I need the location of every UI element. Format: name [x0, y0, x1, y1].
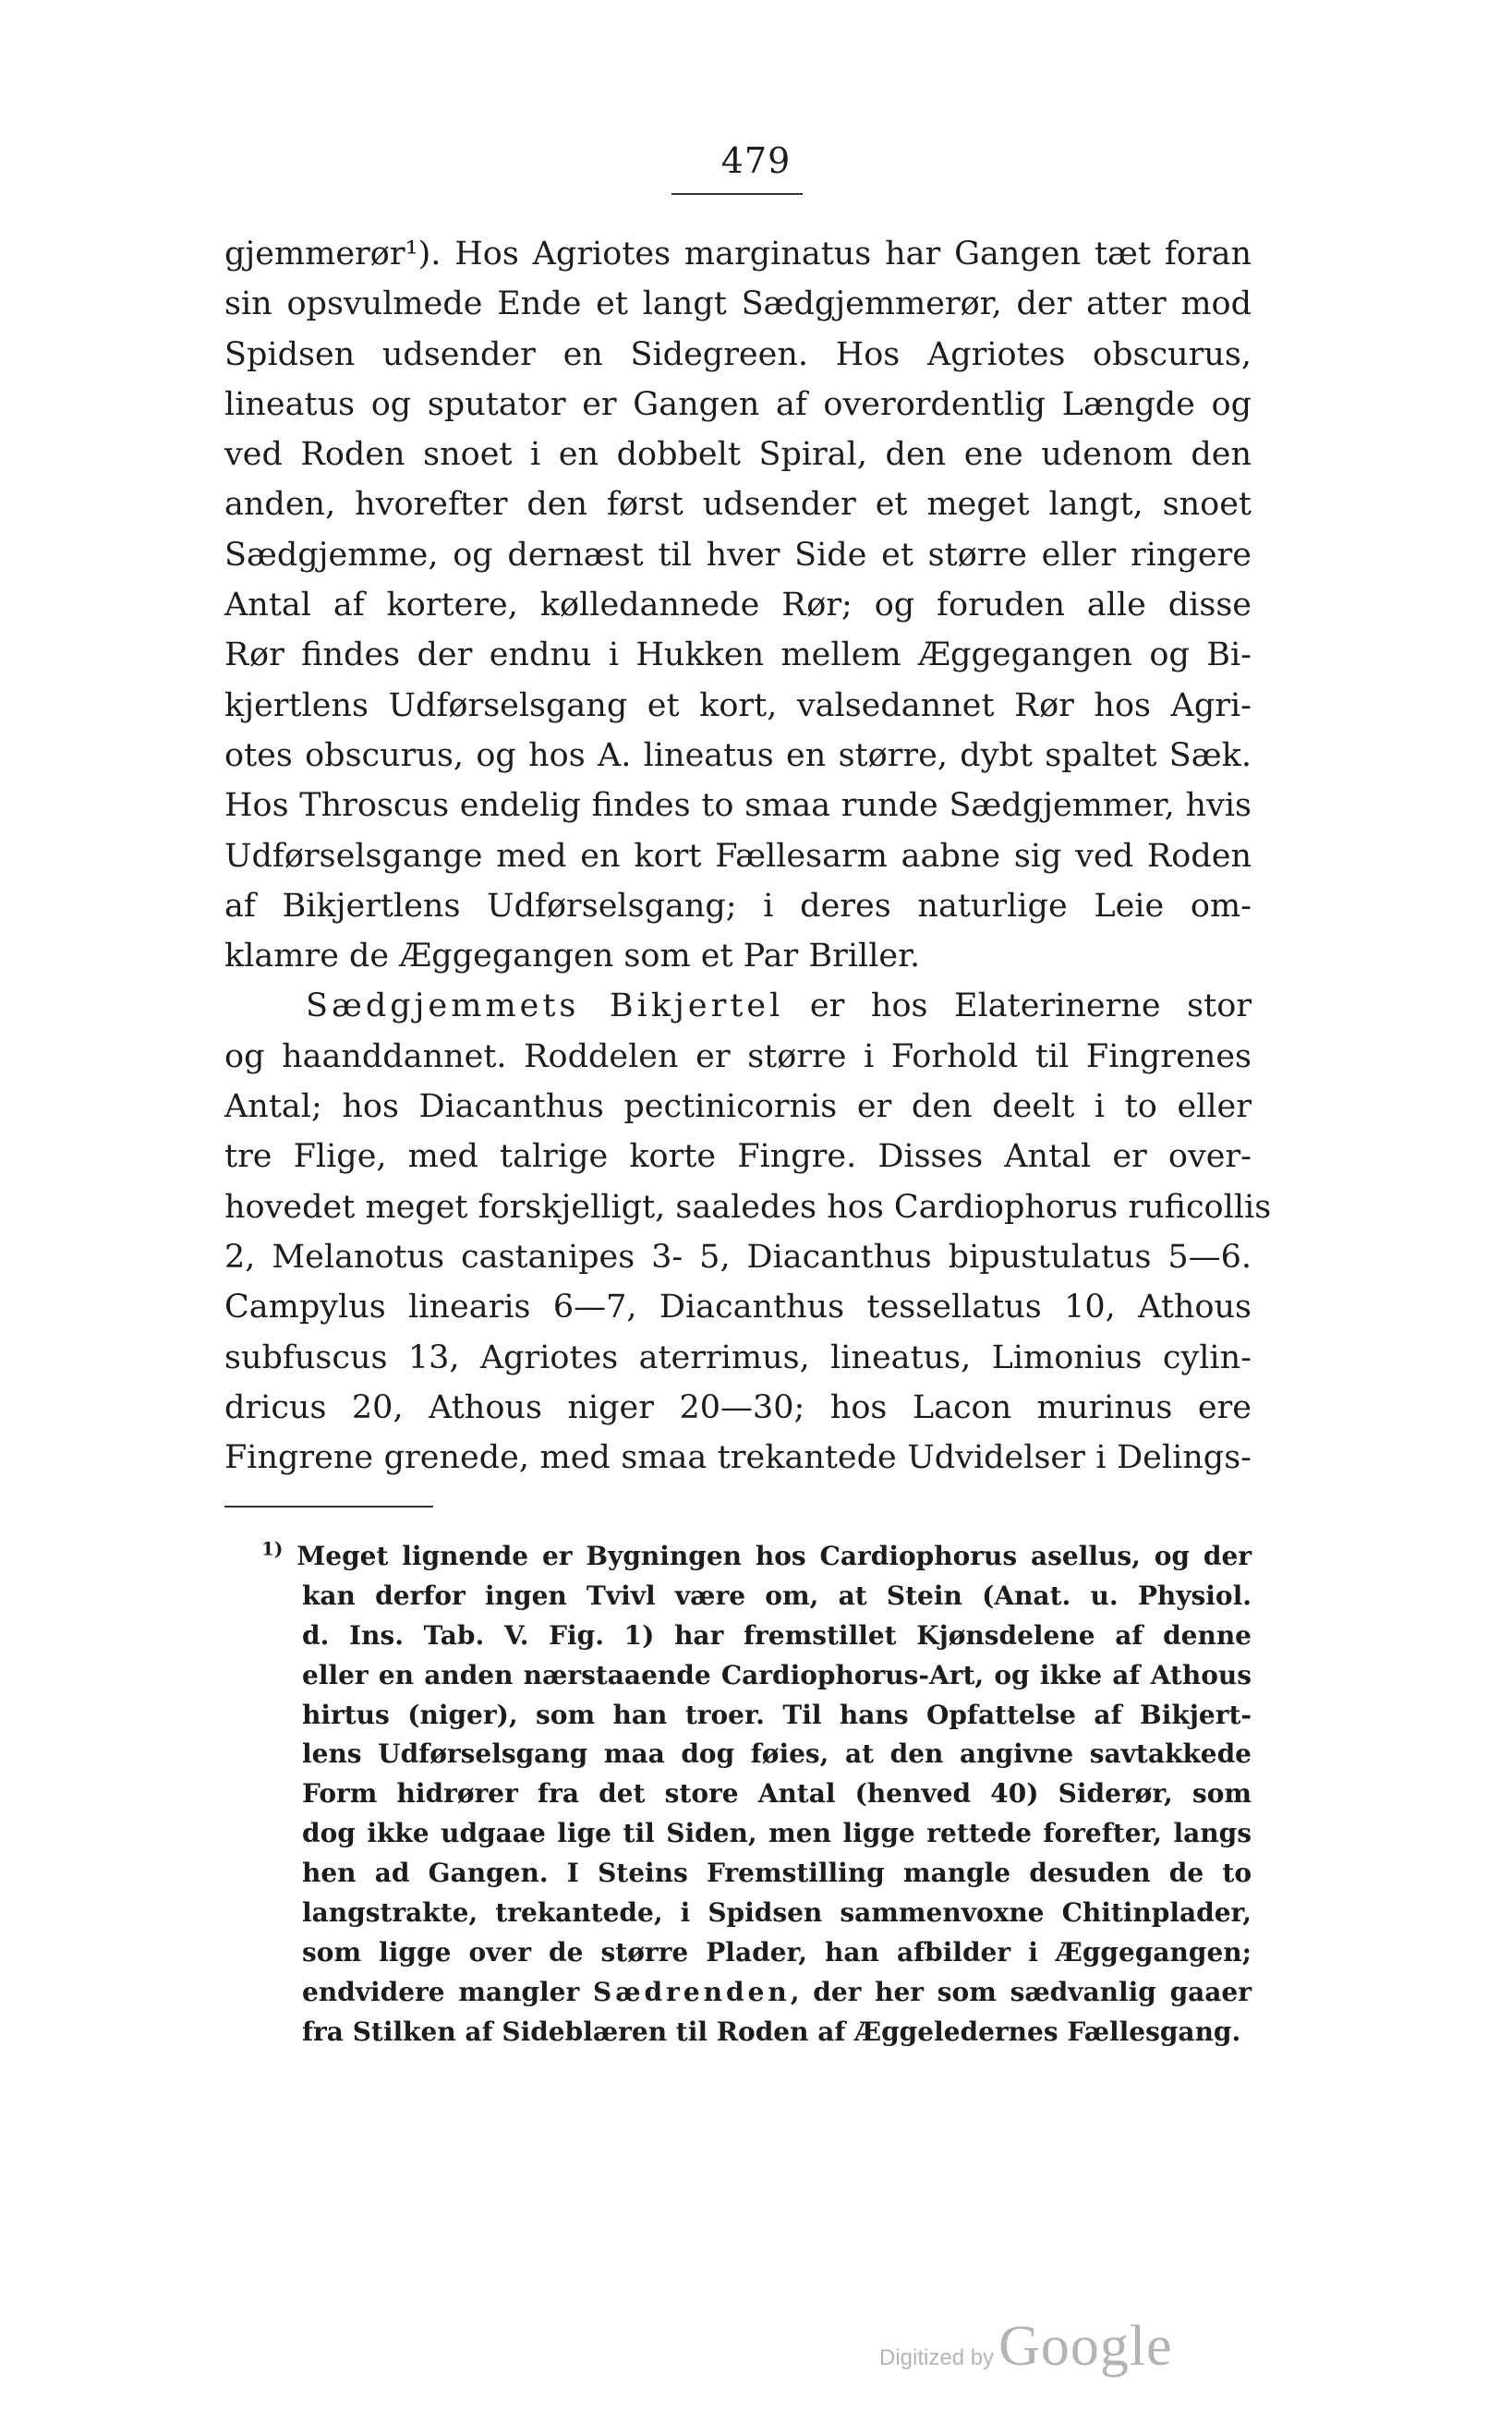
- spaced-term: Sædgjemmets Bikjertel: [306, 987, 784, 1025]
- text-line: Udførselsgange med en kort Fællesarm aabne sig ved Roden: [224, 837, 1252, 875]
- text-line: anden, hvorefter den først udsender et meget langt, snoet: [224, 486, 1252, 524]
- paragraph-start-line: [224, 981, 1252, 1031]
- footnote-line: [237, 1973, 1252, 2013]
- text-line: tre Flige, med talrige korte Fingre. Disses Antal er over-: [224, 1138, 1252, 1176]
- text-line: Campylus linearis 6—7, Diacanthus tessellatus 10, Athous: [224, 1289, 1252, 1326]
- google-logo: Google: [998, 2315, 1173, 2378]
- text-line: Sædgjemme, og dernæst til hver Side et større eller ringere: [224, 536, 1252, 574]
- footnote-line: d. Ins. Tab. V. Fig. 1) har fremstillet Kjønsdelene af denne: [302, 1619, 1252, 1651]
- text-line: sin opsvulmede Ende et langt Sædgjemmerør, der atter mod: [224, 285, 1252, 323]
- footnote-line: som ligge over de større Plader, han afbilder i Æggegangen;: [302, 1936, 1252, 1968]
- text-line: subfuscus 13, Agriotes aterrimus, lineatus, Limonius cylin-: [224, 1338, 1252, 1376]
- footnote: [237, 1537, 1252, 2053]
- footnote-line-text: endvidere mangler: [302, 1976, 580, 2007]
- page-number: 479: [720, 140, 792, 181]
- text-line: otes obscurus, og hos A. lineatus en større, dybt spaltet Sæk.: [224, 736, 1252, 774]
- footnote-marker: 1): [261, 1537, 284, 1560]
- text-line: dricus 20, Athous niger 20—30; hos Lacon murinus ere: [224, 1388, 1252, 1426]
- text-line: lineatus og sputator er Gangen af overordentlig Længde og: [224, 385, 1252, 423]
- footnote-line: hen ad Gangen. I Steins Fremstilling mangle desuden de to: [302, 1858, 1252, 1889]
- footnote-line: eller en anden nærstaaende Cardiophorus-Art, og ikke af Athous: [302, 1659, 1252, 1690]
- text-line: Hos Throscus endelig findes to smaa runde Sædgjemmer, hvis: [224, 787, 1252, 825]
- footnote-line: lens Udførselsgang maa dog føies, at den angivne savtakkede: [302, 1738, 1252, 1770]
- footnote-line: hirtus (niger), som han troer. Til hans Opfattelse af Bikjert-: [302, 1699, 1252, 1730]
- page-number-rule: [671, 193, 803, 195]
- spaced-term: Sædrenden: [593, 1976, 791, 2007]
- text-line: Fingrene grenede, med smaa trekantede Udvidelser i Delings-: [224, 1439, 1252, 1477]
- text-line: Spidsen udsender en Sidegreen. Hos Agriotes obscurus,: [224, 335, 1252, 373]
- text-line: Antal af kortere, kølledannede Rør; og foruden alle disse: [224, 587, 1252, 624]
- text-line: af Bikjertlens Udførselsgang; i deres naturlige Leie om-: [224, 887, 1252, 925]
- text-line: klamre de Æggegangen som et Par Briller.: [224, 938, 921, 975]
- text-line: og haanddannet. Roddelen er større i Forhold til Fingrenes: [224, 1037, 1252, 1075]
- text-line: 2, Melanotus castanipes 3- 5, Diacanthus bipustulatus 5—6.: [224, 1238, 1252, 1276]
- footnote-line: [237, 1537, 1252, 1577]
- main-text: [224, 229, 1272, 1483]
- watermark-prefix: Digitized by: [879, 2345, 995, 2370]
- text-line: gjemmerør¹). Hos Agriotes marginatus har Gangen tæt foran: [224, 236, 1252, 272]
- footnote-line: langstrakte, trekantede, i Spidsen sammenvoxne Chitinplader,: [302, 1897, 1252, 1929]
- footnote-line: kan derfor ingen Tvivl være om, at Stein (Anat. u. Physiol.: [302, 1580, 1252, 1611]
- text-line: kjertlens Udførselsgang et kort, valsedannet Rør hos Agri-: [224, 686, 1252, 724]
- footnote-line-text: Meget lignende er Bygningen hos Cardiophorus asellus, og der: [296, 1541, 1252, 1571]
- text-line: ved Roden snoet i en dobbelt Spiral, den ene udenom den: [224, 436, 1252, 474]
- footnote-line: dog ikke udgaae lige til Siden, men ligge rettede forefter, langs: [302, 1818, 1252, 1849]
- digitized-watermark: [879, 2314, 1173, 2380]
- footnote-line: fra Stilken af Sideblæren til Roden af Æggeledernes Fællesgang.: [302, 2016, 1241, 2047]
- text-line: hovedet meget forskjelligt, saaledes hos Cardiophorus ruficollis: [224, 1188, 1272, 1226]
- footnote-line-rest: , der her som sædvanlig gaaer: [790, 1976, 1252, 2007]
- footnote-rule: [224, 1506, 433, 1508]
- text-line: Rør findes der endnu i Hukken mellem Æggegangen og Bi-: [224, 636, 1252, 674]
- text-line-rest: er hos Elaterinerne stor: [809, 987, 1252, 1025]
- text-line: Antal; hos Diacanthus pectinicornis er den deelt i to eller: [224, 1088, 1252, 1126]
- footnote-line: Form hidrører fra det store Antal (henved 40) Siderør, som: [302, 1778, 1252, 1810]
